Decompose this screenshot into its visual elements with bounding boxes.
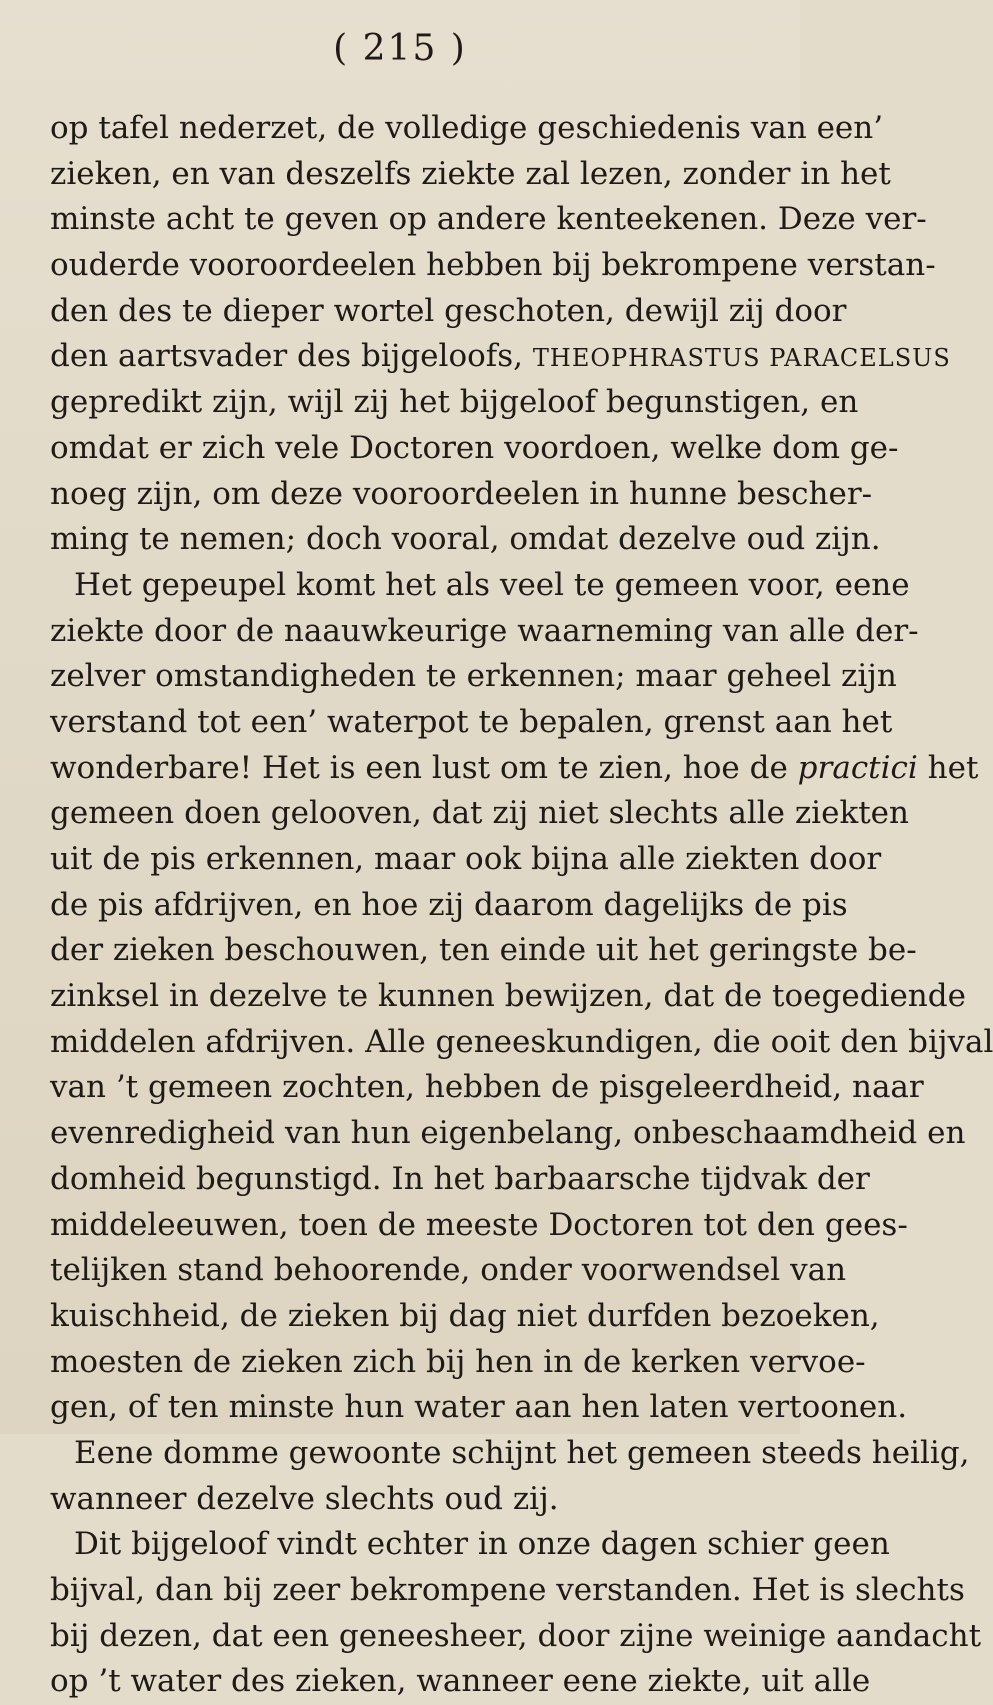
text-line-21: middelen afdrijven. Alle geneeskundigen, die ooit den bijval (50, 1023, 993, 1060)
text-line-10: ming te nemen; doch vooral, omdat dezelve oud zijn. (50, 521, 881, 558)
text-line-16: gemeen doen gelooven, dat zij niet slechts alle ziekten (50, 795, 909, 832)
text-line-14: verstand tot een’ waterpot te bepalen, grenst aan het (50, 703, 893, 740)
text-line-31: wanneer dezelve slechts oud zij. (50, 1480, 559, 1517)
text-line-4: ouderde vooroordeelen hebben bij bekrompene verstan- (50, 247, 936, 284)
text-line-1: op tafel nederzet, de volledige geschiedenis van een’ (50, 110, 884, 146)
text-line-35: op ’t water des zieken, wanneer eene ziekte, uit alle (50, 1663, 871, 1700)
text-line-7: gepredikt zijn, wijl zij het bijgeloof begunstigen, en (50, 384, 859, 421)
text-line-23: evenredigheid van hun eigenbelang, onbeschaamdheid en (50, 1115, 966, 1152)
text-line-15 (50, 746, 979, 792)
author-name-smallcaps: THEOPHRASTUS PARACELSUS (532, 344, 951, 373)
text-line-26: telijken stand behoorende, onder voorwendsel van (50, 1252, 847, 1289)
text-line-5: den des te dieper wortel geschoten, dewijl zij door (50, 292, 847, 329)
text-line-11: Het gepeupel komt het als veel te gemeen voor, eene (74, 566, 910, 603)
text-line-3: minste acht te geven op andere kenteekenen. Deze ver- (50, 201, 927, 238)
text-line-2: zieken, en van deszelfs ziekte zal lezen, zonder in het (50, 155, 891, 192)
text-line-22: van ’t gemeen zochten, hebben de pisgeleerdheid, naar (50, 1069, 924, 1106)
text-line-9: noeg zijn, om deze vooroordeelen in hunne bescher- (50, 475, 873, 512)
text-line-28: moesten de zieken zich bij hen in de kerken vervoe- (50, 1343, 866, 1380)
text-line-6 (50, 334, 951, 380)
text-line-19: der zieken beschouwen, ten einde uit het geringste be- (50, 932, 917, 969)
text-line-13: zelver omstandigheden te erkennen; maar geheel zijn (50, 658, 897, 695)
text-line-25: middeleeuwen, toen de meeste Doctoren tot den gees- (50, 1206, 908, 1243)
page-number: ( 215 ) (333, 28, 467, 69)
text-line-33: bijval, dan bij zeer bekrompene verstanden. Het is slechts (50, 1572, 965, 1608)
text-line-27: kuischheid, de zieken bij dag niet durfden bezoeken, (50, 1297, 880, 1334)
text-line-20: zinksel in dezelve te kunnen bewijzen, dat de toegediende (50, 978, 966, 1015)
text-line-18: de pis afdrijven, en hoe zij daarom dagelijks de pis (50, 886, 848, 923)
text-line-15-start: wonderbare! Het is een lust om te zien, hoe de (50, 749, 788, 786)
text-line-29: gen, of ten minste hun water aan hen laten vertoonen. (50, 1389, 908, 1426)
body-text (50, 106, 993, 1705)
text-line-17: uit de pis erkennen, maar ook bijna alle ziekten door (50, 841, 882, 877)
text-line-8: omdat er zich vele Doctoren voordoen, welke dom ge- (50, 429, 899, 466)
text-line-30: Eene domme gewoonte schijnt het gemeen steeds heilig, (74, 1434, 970, 1471)
text-line-6-start: den aartsvader des bijgeloofs, (50, 338, 524, 375)
text-line-32: Dit bijgeloof vindt echter in onze dagen schier geen (74, 1526, 890, 1563)
italic-word: practici (797, 749, 918, 786)
text-line-15-end: het (917, 749, 979, 786)
text-line-24: domheid begunstigd. In het barbaarsche tijdvak der (50, 1160, 870, 1197)
text-line-34: bij dezen, dat een geneesheer, door zijne weinige aandacht (50, 1617, 982, 1654)
text-line-12: ziekte door de naauwkeurige waarneming van alle der- (50, 612, 919, 649)
